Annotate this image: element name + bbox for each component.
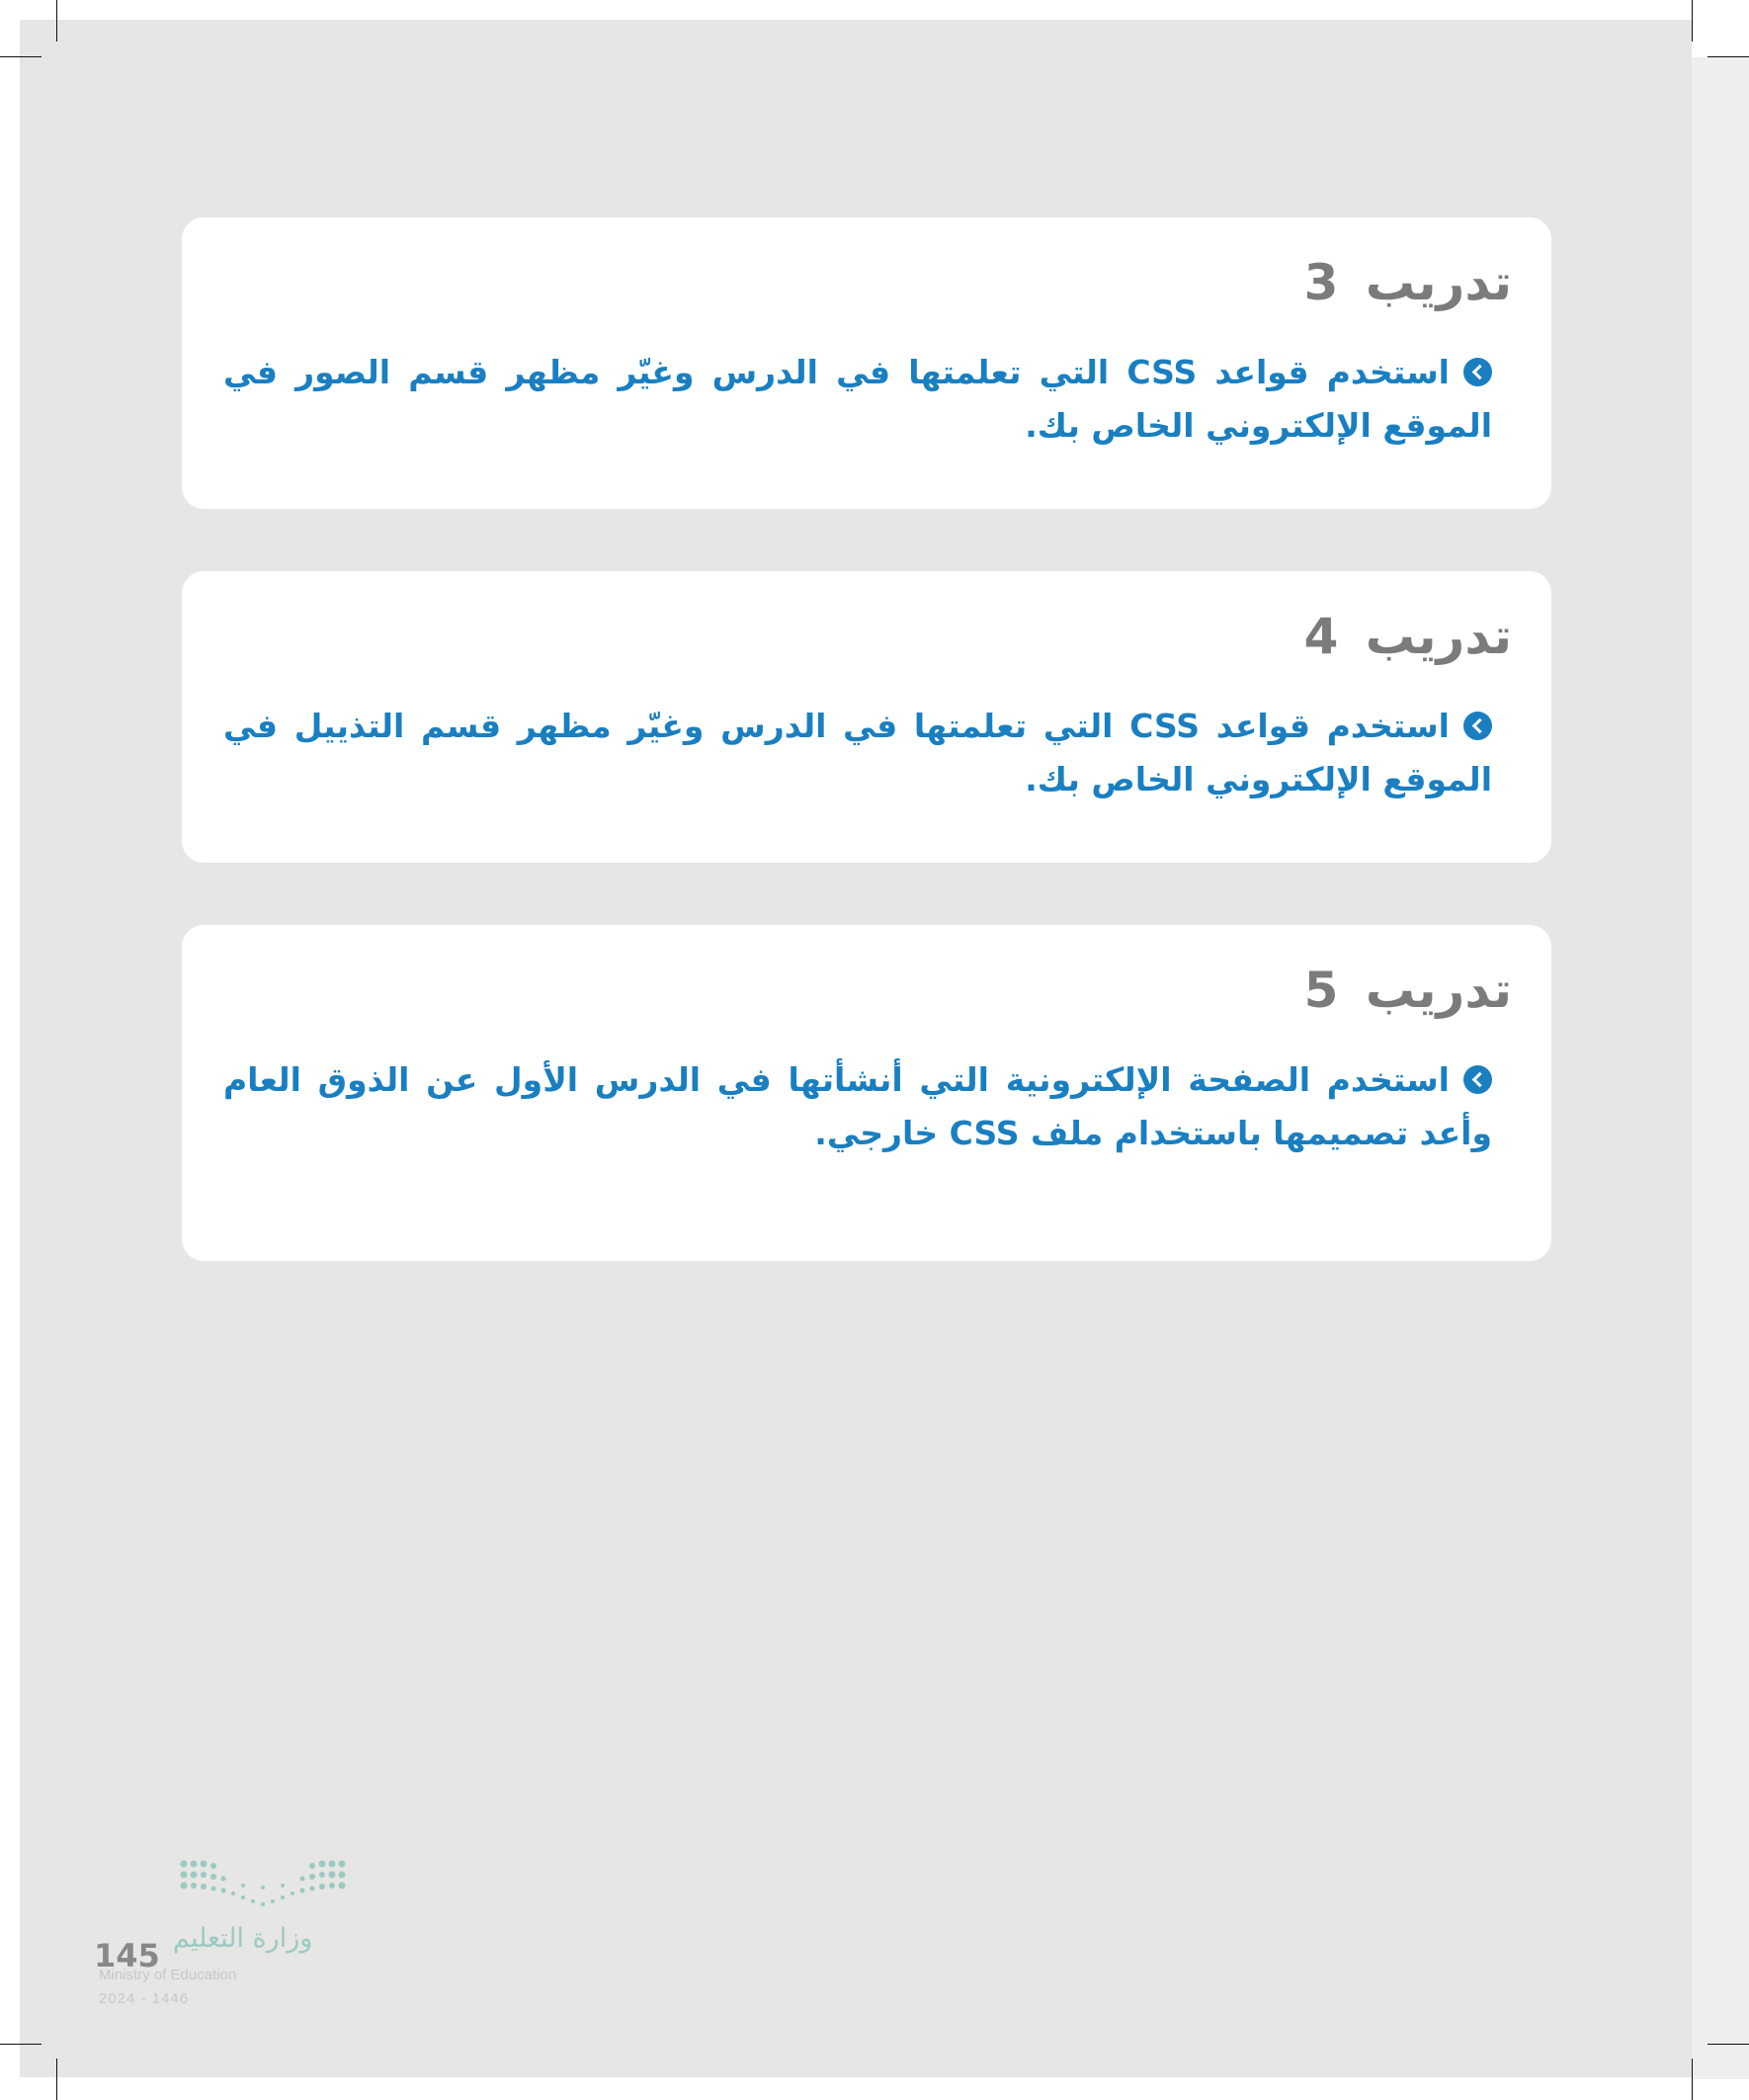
- crop-mark: [56, 2058, 57, 2100]
- exercise-title-label: تدريب: [1365, 608, 1512, 665]
- exercise-task-text: استخدم الصفحة الإلكترونية التي أنشأتها في الدرس الأول عن الذوق العام وأعد تصميمها باستخدام ملف CSS خارجي.: [223, 1060, 1492, 1152]
- exercise-title-label: تدريب: [1365, 962, 1512, 1019]
- ministry-name-english: Ministry of Education: [99, 1967, 237, 1983]
- exercise-title: [1304, 253, 1512, 312]
- exercise-task-text: استخدم قواعد CSS التي تعلمتها في الدرس وغيّر مظهر قسم التذييل في الموقع الإلكتروني الخاص بك.: [223, 707, 1492, 798]
- crop-mark: [0, 56, 42, 57]
- exercise-task: [223, 346, 1492, 453]
- exercise-number: 3: [1303, 254, 1339, 311]
- chevron-left-circle-icon: [1463, 1065, 1492, 1094]
- crop-mark: [1692, 2058, 1693, 2100]
- page-number: 145: [94, 1937, 160, 1974]
- chevron-left-circle-icon: [1463, 712, 1492, 740]
- exercise-card-4: [182, 571, 1551, 863]
- exercise-card-5: [182, 925, 1551, 1261]
- ministry-name-arabic: وزارة التعليم: [173, 1923, 313, 1954]
- ministry-logo-icon: [178, 1858, 351, 1917]
- crop-mark: [1707, 56, 1749, 57]
- exercise-title-label: تدريب: [1365, 254, 1512, 311]
- exercise-task: [223, 700, 1492, 806]
- exercise-task: [223, 1053, 1492, 1160]
- exercise-card-3: [182, 217, 1551, 509]
- exercise-title: [1304, 607, 1512, 666]
- crop-mark: [1707, 2044, 1749, 2045]
- crop-mark: [1692, 0, 1693, 42]
- exercise-number: 5: [1303, 962, 1339, 1019]
- page-edge: [1692, 57, 1749, 2079]
- exercise-task-text: استخدم قواعد CSS التي تعلمتها في الدرس وغيّر مظهر قسم الصور في الموقع الإلكتروني الخاص بك.: [223, 353, 1492, 445]
- crop-mark: [0, 2044, 42, 2045]
- exercise-number: 4: [1303, 608, 1339, 665]
- crop-mark: [56, 0, 57, 42]
- chevron-left-circle-icon: [1463, 358, 1492, 386]
- exercise-title: [1304, 961, 1512, 1020]
- edition-year: 2024 - 1446: [99, 1990, 190, 2007]
